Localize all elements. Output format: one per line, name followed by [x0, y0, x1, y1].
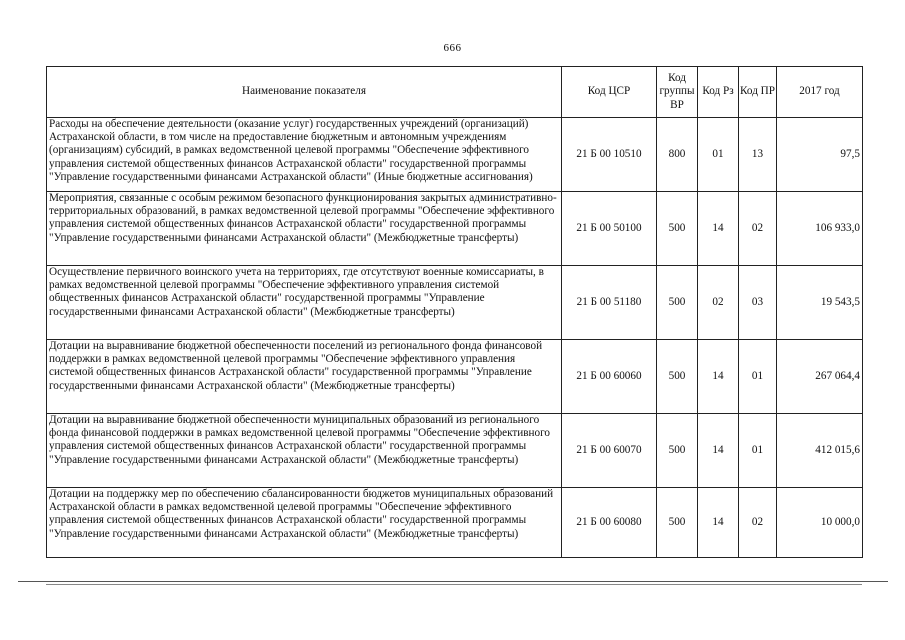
row-rz-code: 02 [698, 266, 739, 340]
row-amount: 97,5 [777, 118, 863, 192]
row-vr-code: 500 [657, 192, 698, 266]
row-amount: 267 064,4 [777, 340, 863, 414]
row-name: Осуществление первичного воинского учета на территориях, где отсутствуют военные комиссариаты, в рамках ведомственной целевой программы "Обеспечение эффективного управления системой общественных финансов Астраханской области" государственной программы "Управление государственными финансами Астраханской области" (Межбюджетные трансферты) [47, 266, 562, 340]
row-name: Дотации на поддержку мер по обеспечению сбалансированности бюджетов муниципальных образований Астраханской области в рамках ведомственной целевой программы "Обеспечение эффективного управления системой общественных финансов Астраханской области" государственной программы "Управление государственными финансами Астраханской области" (Межбюджетные трансферты) [47, 488, 562, 558]
header-pr-code: Код ПР [739, 67, 777, 118]
header-year: 2017 год [777, 67, 863, 118]
table-row [47, 340, 863, 414]
budget-table [46, 66, 863, 558]
row-rz-code: 14 [698, 340, 739, 414]
row-csr-code: 21 Б 00 51180 [562, 266, 657, 340]
row-rz-code: 14 [698, 192, 739, 266]
header-csr-code: Код ЦСР [562, 67, 657, 118]
row-vr-code: 800 [657, 118, 698, 192]
table-row [47, 488, 863, 558]
row-name: Дотации на выравнивание бюджетной обеспеченности поселений из регионального фонда финансовой поддержки в рамках ведомственной целевой программы "Обеспечение эффективного управления системой общественных финансов Астраханской области" государственной программы "Управление государственными финансами Астраханской области" (Межбюджетные трансферты) [47, 340, 562, 414]
row-pr-code: 01 [739, 414, 777, 488]
row-amount: 412 015,6 [777, 414, 863, 488]
row-csr-code: 21 Б 00 10510 [562, 118, 657, 192]
row-pr-code: 13 [739, 118, 777, 192]
row-vr-code: 500 [657, 340, 698, 414]
table-header-row [47, 67, 863, 118]
table-row [47, 118, 863, 192]
row-pr-code: 03 [739, 266, 777, 340]
table-row [47, 266, 863, 340]
table-bottom-rule [46, 584, 862, 585]
row-name: Мероприятия, связанные с особым режимом безопасного функционирования закрытых административно-территориальных образований, в рамках ведомственной целевой программы "Обеспечение эффективного управления системой общественных финансов Астраханской области" государственной программы "Управление государственными финансами Астраханской области" (Межбюджетные трансферты) [47, 192, 562, 266]
row-vr-code: 500 [657, 266, 698, 340]
header-vr-code: Код группы ВР [657, 67, 698, 118]
row-vr-code: 500 [657, 414, 698, 488]
row-csr-code: 21 Б 00 60060 [562, 340, 657, 414]
table-row [47, 414, 863, 488]
row-amount: 19 543,5 [777, 266, 863, 340]
row-amount: 106 933,0 [777, 192, 863, 266]
row-amount: 10 000,0 [777, 488, 863, 558]
row-csr-code: 21 Б 00 50100 [562, 192, 657, 266]
header-name: Наименование показателя [47, 67, 562, 118]
row-name: Расходы на обеспечение деятельности (оказание услуг) государственных учреждений (организаций) Астраханской области, в том числе на предоставление бюджетным и автономным учреждениям (организациям) субсидий, в рамках ведомственной целевой программы "Обеспечение эффективного управления системой общественных финансов Астраханской области" государственной программы "Управление государственными финансами Астраханской области" (Иные бюджетные ассигнования) [47, 118, 562, 192]
table-row [47, 192, 863, 266]
row-pr-code: 02 [739, 488, 777, 558]
row-rz-code: 14 [698, 414, 739, 488]
header-rz-code: Код Рз [698, 67, 739, 118]
row-rz-code: 14 [698, 488, 739, 558]
row-pr-code: 02 [739, 192, 777, 266]
page-number: 666 [443, 42, 462, 54]
row-name: Дотации на выравнивание бюджетной обеспеченности муниципальных образований из регионального фонда финансовой поддержки в рамках ведомственной целевой программы "Обеспечение эффективного управления системой общественных финансов Астраханской области" государственной программы "Управление государственными финансами Астраханской области" (Межбюджетные трансферты) [47, 414, 562, 488]
row-csr-code: 21 Б 00 60070 [562, 414, 657, 488]
row-vr-code: 500 [657, 488, 698, 558]
row-pr-code: 01 [739, 340, 777, 414]
page-bottom-rule [18, 581, 888, 582]
row-csr-code: 21 Б 00 60080 [562, 488, 657, 558]
row-rz-code: 01 [698, 118, 739, 192]
